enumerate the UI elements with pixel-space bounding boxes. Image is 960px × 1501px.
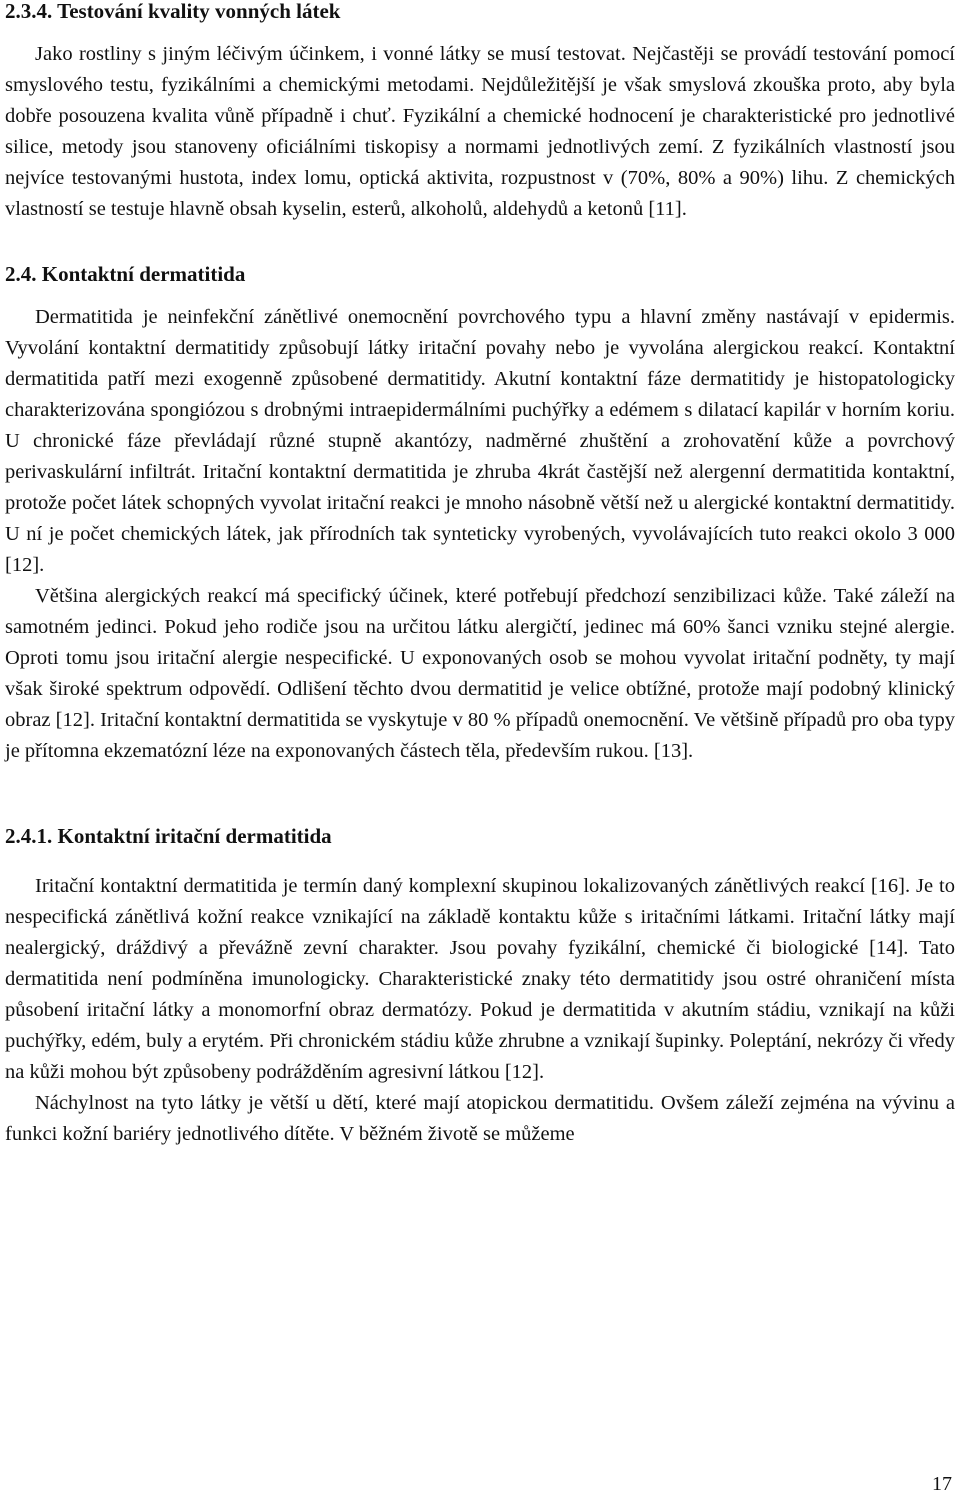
page-number: 17 [932, 1473, 952, 1495]
page-content [5, 0, 955, 1150]
paragraph: Iritační kontaktní dermatitida je termín daný komplexní skupinou lokalizovaných zánětlivých reakcí [16]. Je to nespecifická zánětlivá kožní reakce vznikající na základě kontaktu kůže s iritačními látkami. Iritační látky mají nealergický, dráždivý a převážně zevní charakter. Jsou povahy fyzikální, chemické či biologické [14]. Tato dermatitida není podmíněna imunologicky. Charakteristické znaky této dermatitidy jsou ostré ohraničení místa působení iritační látky a monomorfní obraz dermatózy. Pokud je dermatitida v akutním stádiu, vznikají na kůži puchýřky, edém, buly a erytém. Při chronickém stádiu kůže zhrubne a vznikají šupinky. Poleptání, nekrózy či vředy na kůži mohou být způsobeny podrážděním agresivní látkou [12]. [5, 875, 955, 1083]
paragraph: Jako rostliny s jiným léčivým účinkem, i vonné látky se musí testovat. Nejčastěji se provádí testování pomocí smyslového testu, fyzikálními a chemickými metodami. Nejdůležitější je však smyslová zkouška proto, aby byla dobře posouzena kvalita vůně případně i chuť. Fyzikální a chemické hodnocení je charakteristické pro jednotlivé silice, metody jsou stanoveny oficiálními tiskopisy a normami jednotlivých zemí. Z fyzikálních vlastností jsou nejvíce testovanými hustota, index lomu, optická aktivita, rozpustnost v (70%, 80% a 90%) lihu. Z chemických vlastností se testuje hlavně obsah kyselin, esterů, alkoholů, aldehydů a ketonů [11]. [5, 43, 955, 220]
paragraph: Dermatitida je neinfekční zánětlivé onemocnění povrchového typu a hlavní změny nastávají v epidermis. Vyvolání kontaktní dermatitidy způsobují látky iritační povahy nebo je vyvolána alergickou reakcí. Kontaktní dermatitida patří mezi exogenně způsobené dermatitidy. Akutní kontaktní fáze dermatitidy je histopatologicky charakterizována spongiózou s drobnými intraepidermálními puchýřky a edémem s dilatací kapilár v horním koriu. U chronické fáze převládají různé stupně akantózy, nadměrné zhuštění a zrohovatění kůže a povrchový perivaskulární infiltrát. Iritační kontaktní dermatitida je zhruba 4krát častější než alergenní dermatitida kontaktní, protože počet látek schopných vyvolat iritační reakci je mnoho násobně větší než u alergické kontaktní dermatitidy. U ní je počet chemických látek, jak přírodních tak synteticky vyrobených, vyvolávajících tuto reakci okolo 3 000 [12]. [5, 306, 955, 576]
section-heading-2-3-4: 2.3.4. Testování kvality vonných látek [5, 0, 341, 23]
paragraph: Náchylnost na tyto látky je větší u dětí, které mají atopickou dermatitidu. Ovšem záleží zejména na vývinu a funkci kožní bariéry jednotlivého dítěte. V běžném životě se můžeme [5, 1092, 955, 1145]
section-heading-2-4-1: 2.4.1. Kontaktní iritační dermatitida [5, 824, 332, 848]
section-heading-2-4: 2.4. Kontaktní dermatitida [5, 262, 246, 286]
paragraph: Většina alergických reakcí má specifický účinek, které potřebují předchozí senzibilizaci kůže. Také záleží na samotném jedinci. Pokud jeho rodiče jsou na určitou látku alergičtí, jedinec má 60% šanci vzniku stejné alergie. Oproti tomu jsou iritační alergie nespecifické. U exponovaných osob se mohou vyvolat iritační podněty, ty mají však široké spektrum odpovědí. Odlišení těchto dvou dermatitid je velice obtížné, protože mají podobný klinický obraz [12]. Iritační kontaktní dermatitida se vyskytuje v 80 % případů onemocnění. Ve většině případů pro oba typy je přítomna ekzematózní léze na exponovaných částech těla, především rukou. [13]. [5, 585, 955, 762]
